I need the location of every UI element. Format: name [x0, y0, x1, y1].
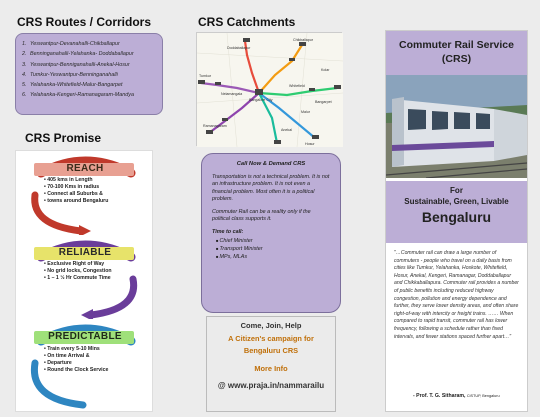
- reliable-list: [26, 261, 144, 282]
- call-box: [201, 153, 341, 313]
- call-paragraph: Commuter Rail can be a reality only if the political class supports it.: [212, 209, 311, 223]
- reliable-item: • No grid locks, Congestion: [44, 268, 144, 275]
- tagline-box: [386, 181, 527, 243]
- predictable-list: [26, 346, 144, 374]
- route-item: 4. Tumkur-Yeswantpur-Benninganahalli: [22, 71, 118, 78]
- campaign-box: [206, 316, 336, 412]
- map-label: Anekal: [281, 128, 292, 132]
- promise-panel: [15, 150, 153, 412]
- map-label: Chikballapur: [293, 38, 313, 42]
- campaign-url-link[interactable]: @ www.praja.in/nammarailu: [217, 381, 325, 390]
- catchment-map: [196, 32, 342, 146]
- reach-card: [26, 163, 144, 205]
- routes-box: [15, 33, 163, 115]
- reliable-title: RELIABLE: [58, 247, 112, 258]
- predictable-item: • Departure: [44, 360, 144, 367]
- map-label: Doddaballapur: [227, 46, 251, 50]
- reach-item: • Connect all Suburbs &: [44, 191, 144, 198]
- predictable-item: • On time Arrival &: [44, 353, 144, 360]
- call-item: ■ Chief Minister: [216, 237, 330, 245]
- call-paragraph: Transportation is not a technical problem. It is not an infrastructure problem. It is not even a financial problem. Most often it is a political problem.: [212, 174, 330, 202]
- map-label: Bangarpet: [315, 100, 332, 104]
- map-label: Kolar: [321, 68, 330, 72]
- more-info: More Info: [254, 364, 288, 373]
- reliable-item: • 1 – 1 ½ Hr Commute Time: [44, 275, 144, 282]
- attribution-affiliation: CiSTUP, Bengaluru: [466, 394, 500, 398]
- reliable-card: [26, 247, 144, 282]
- map-label: Bangalore City: [249, 98, 273, 102]
- quote-attribution: [413, 393, 500, 399]
- call-title: Call Now & Demand CRS: [236, 161, 306, 167]
- predictable-title: PREDICTABLE: [48, 331, 122, 342]
- tagline-for: For: [450, 186, 463, 195]
- crs-header-abbr: (CRS): [441, 53, 472, 65]
- train-image-icon: [386, 75, 527, 178]
- route-item: 3. Yeswantpur-Benniganahalli-Anekal-Hosur: [22, 61, 130, 68]
- reach-item: • towns around Bengaluru: [44, 198, 144, 205]
- tagline-city: Bengaluru: [421, 209, 492, 225]
- quote-text: "…Commuter rail can draw a large number of commuters - people who travel on a daily basis from cities like Tumkur, Yelahanka, Hoskote, Whitefield, Hosur, Anekal, Kengeri, Ramanagar, Doddaballapur and Chikkaballapura. Commuter rail provides a number of public benefits including reduced highway congestion, pollution and energy dependence and further, they serve lower density areas, and often share right-of-way with intercity or freight trains. …… When compared to rapid transit, commuter rail has lower frequency, following a schedule rather than fixed intervals, and fewer stations spaced further apart…": [394, 250, 519, 340]
- attribution-name: - Prof. T. G. Sitharam,: [413, 393, 466, 399]
- crs-header: [386, 31, 527, 75]
- call-item: ■ Transport Minister: [216, 245, 330, 253]
- map-label: Malur: [301, 110, 310, 114]
- reach-item: • 405 kms in Length: [44, 177, 144, 184]
- map-label: Tumkur: [199, 74, 212, 78]
- catchments-title: CRS Catchments: [198, 15, 296, 29]
- reach-list: [26, 177, 144, 205]
- map-label: Whitefield: [289, 84, 305, 88]
- campaign-line: A Citizen's campaign for: [228, 334, 314, 343]
- reach-title: REACH: [66, 163, 104, 174]
- reliable-item: • Exclusive Right of Way: [44, 261, 144, 268]
- predictable-card: [26, 331, 144, 374]
- crs-header-title: Commuter Rail Service: [399, 39, 514, 51]
- routes-list: [22, 39, 156, 101]
- route-map-graphic: [197, 33, 343, 147]
- route-item: 5. Yelahanka-Whitefield-Malur-Bangarpet: [22, 82, 123, 89]
- predictable-item: • Round the Clock Service: [44, 367, 144, 374]
- route-item: 1. Yeswantpur-Devanahalli-Chikballapur: [22, 41, 120, 47]
- train-photo: [386, 75, 527, 178]
- routes-title: CRS Routes / Corridors: [17, 15, 152, 29]
- route-item: 2. Benninganahalli-Yelahanka- Doddaballapur: [22, 51, 134, 58]
- reach-item: • 70-100 Kms in radius: [44, 184, 144, 191]
- time-to-call-title: Time to call:: [212, 229, 244, 236]
- route-item: 6. Yelahanka-Kengeri-Ramanagaram-Mandya: [22, 92, 134, 99]
- map-label: Hosur: [305, 142, 315, 146]
- map-label: Ramanagaram: [203, 124, 227, 128]
- predictable-item: • Train every 5-10 Mins: [44, 346, 144, 353]
- campaign-join: Come, Join, Help: [240, 321, 302, 330]
- map-label: Nelamangala: [221, 92, 243, 96]
- right-panel: [385, 30, 528, 412]
- tagline-sub: Sustainable, Green, Livable: [404, 197, 509, 206]
- campaign-line: Bengaluru CRS: [243, 346, 299, 355]
- call-item: ■ MPs, MLAs: [216, 253, 330, 261]
- call-list: [212, 237, 330, 262]
- promise-title: CRS Promise: [25, 131, 102, 145]
